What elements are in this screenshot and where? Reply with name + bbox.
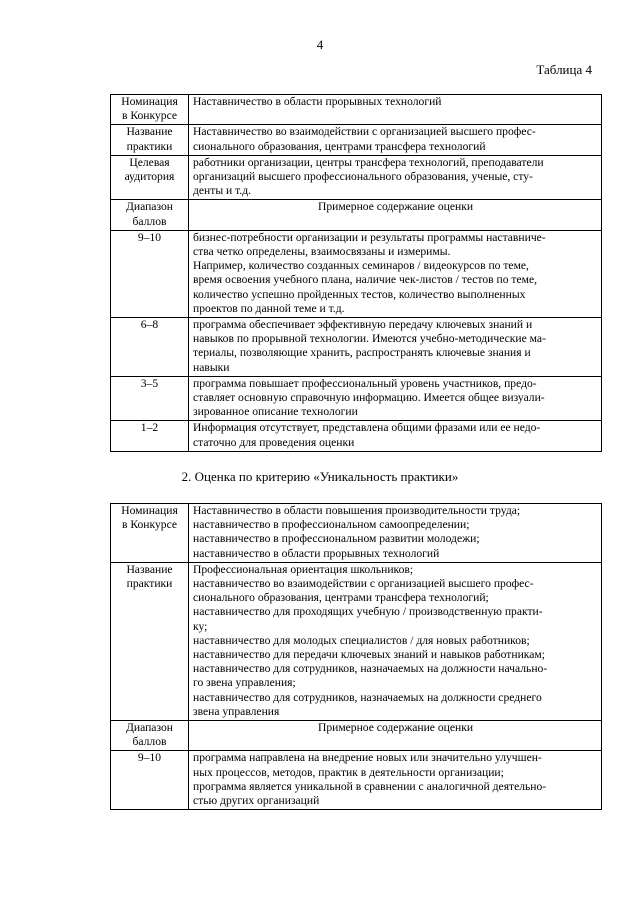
row-label-line: Название	[126, 125, 173, 139]
score-description-line: статочно для проведения оценки	[193, 435, 355, 449]
row-content-line: денты и т.д.	[193, 184, 251, 198]
row-label-line: Номинация	[121, 95, 178, 108]
row-content-line: го звена управления;	[193, 676, 296, 690]
row-content-line: наставничество для молодых специалистов / для новых работников;	[193, 633, 530, 647]
score-description-line: Например, количество созданных семинаров / видеокурсов по теме,	[193, 259, 529, 273]
row-content-line: наставничество в области прорывных технологий	[193, 546, 440, 560]
row-content-cell	[189, 155, 602, 200]
info-row	[111, 125, 602, 155]
score-description-line: зированное описание технологии	[193, 405, 358, 419]
row-content-cell	[189, 125, 602, 155]
score-description-line: ства четко определены, взаимосвязаны и измеримы.	[193, 245, 451, 259]
score-row	[111, 376, 602, 421]
score-description-line: ных процессов, методов, практик в деятельности организации;	[193, 765, 504, 779]
score-description-line: бизнес-потребности организации и результаты программы наставниче-	[193, 230, 546, 244]
row-label-cell	[111, 504, 189, 563]
row-content-line: наставничество в профессиональном самоопределении;	[193, 518, 470, 532]
score-description-line: навыков по прорывной технологии. Имеются учебно-методические ма-	[193, 332, 546, 346]
row-label-cell	[111, 562, 189, 720]
score-header-row	[111, 721, 602, 751]
row-content-line: сионального образования, центрами трансфера технологий;	[193, 591, 489, 605]
row-content-line: наставничество для сотрудников, назначаемых на должности начально-	[193, 662, 548, 676]
row-label-line: Номинация	[121, 504, 178, 517]
row-content-line: Наставничество в области повышения производительности труда;	[193, 504, 521, 517]
score-description-line: программа обеспечивает эффективную передачу ключевых знаний и	[193, 318, 533, 332]
row-content-line: наставничество для сотрудников, назначаемых на должности среднего	[193, 690, 542, 704]
row-content-line: наставничество во взаимодействии с организацией высшего профес-	[193, 577, 534, 591]
row-content-line: наставничество в профессиональном развитии молодежи;	[193, 532, 480, 546]
score-description-line: Информация отсутствует, представлена общими фразами или ее недо-	[193, 421, 541, 435]
score-content-header: Примерное содержание оценки	[189, 721, 602, 751]
score-description-line: териалы, позволяющие хранить, распространять ключевые знания и	[193, 346, 531, 360]
row-label-line: аудитория	[124, 170, 175, 184]
row-content-cell	[189, 504, 602, 563]
row-label-line: практики	[126, 139, 173, 153]
score-description	[189, 376, 602, 421]
score-range: 6–8	[111, 318, 189, 377]
score-description-line: проектов по данной теме и т.д.	[193, 301, 345, 315]
score-description-line: программа повышает профессиональный уровень участников, предо-	[193, 376, 537, 390]
row-content-line: организаций высшего профессионального образования, ученые, сту-	[193, 170, 533, 184]
score-description	[189, 318, 602, 377]
criteria-table-2	[110, 503, 602, 810]
info-row	[111, 504, 602, 563]
table-label: Таблица 4	[536, 62, 592, 77]
page-number: 4	[316, 37, 324, 52]
score-description-line: ставляет основную справочную информацию. Имеется общее визуали-	[193, 391, 545, 405]
row-content-line: работники организации, центры трансфера технологий, преподаватели	[193, 155, 544, 169]
score-row	[111, 751, 602, 810]
score-range-header-line: Диапазон	[126, 721, 173, 735]
row-content-cell	[189, 562, 602, 720]
score-description	[189, 230, 602, 317]
score-row	[111, 230, 602, 317]
row-content-line: Наставничество в области прорывных технологий	[193, 95, 442, 108]
row-content-line: ку;	[193, 619, 208, 633]
score-range-header	[111, 721, 189, 751]
score-description-line: стью других организаций	[193, 794, 320, 808]
info-row	[111, 155, 602, 200]
row-content-line: Профессиональная ориентация школьников;	[193, 562, 414, 576]
score-range-header	[111, 200, 189, 230]
row-label-line: Название	[126, 562, 173, 576]
row-content-line: звена управления	[193, 704, 280, 718]
score-range-header-line: баллов	[132, 735, 167, 749]
row-label-cell	[111, 95, 189, 125]
score-header-row	[111, 200, 602, 230]
row-label-line: в Конкурсе	[121, 109, 178, 123]
row-label-cell	[111, 155, 189, 200]
score-row	[111, 318, 602, 377]
score-description-line: навыки	[193, 360, 230, 374]
row-content-line: Наставничество во взаимодействии с организацией высшего профес-	[193, 125, 536, 139]
score-description-line: количество успешно пройденных тестов, количество выполненных	[193, 287, 526, 301]
row-label-cell	[111, 125, 189, 155]
score-row	[111, 421, 602, 451]
score-description-line: программа является уникальной в сравнении с аналогичной деятельно-	[193, 779, 547, 793]
score-range: 9–10	[111, 751, 189, 810]
row-content-line: наставничество для проходящих учебную / производственную практи-	[193, 605, 543, 619]
row-content-cell	[189, 95, 602, 125]
row-content-line: наставничество для передачи ключевых знаний и навыков работникам;	[193, 648, 545, 662]
score-range: 1–2	[111, 421, 189, 451]
score-description	[189, 751, 602, 810]
score-description	[189, 421, 602, 451]
score-content-header: Примерное содержание оценки	[189, 200, 602, 230]
criteria-table-1	[110, 94, 602, 452]
score-range-header-line: баллов	[132, 214, 167, 228]
info-row	[111, 95, 602, 125]
info-row	[111, 562, 602, 720]
score-range: 9–10	[111, 230, 189, 317]
section-2-title: 2. Оценка по критерию «Уникальность практики»	[181, 469, 459, 484]
criteria-table-1-body	[111, 95, 602, 452]
row-content-line: сионального образования, центрами трансфера технологий	[193, 139, 486, 153]
criteria-table-2-body	[111, 504, 602, 810]
score-range: 3–5	[111, 376, 189, 421]
row-label-line: практики	[126, 577, 173, 591]
score-description-line: программа направлена на внедрение новых или значительно улучшен-	[193, 751, 542, 765]
score-range-header-line: Диапазон	[126, 200, 173, 214]
score-description-line: время освоения учебного плана, наличие чек-листов / тестов по теме,	[193, 273, 538, 287]
row-label-line: в Конкурсе	[121, 518, 178, 532]
row-label-line: Целевая	[129, 155, 170, 169]
